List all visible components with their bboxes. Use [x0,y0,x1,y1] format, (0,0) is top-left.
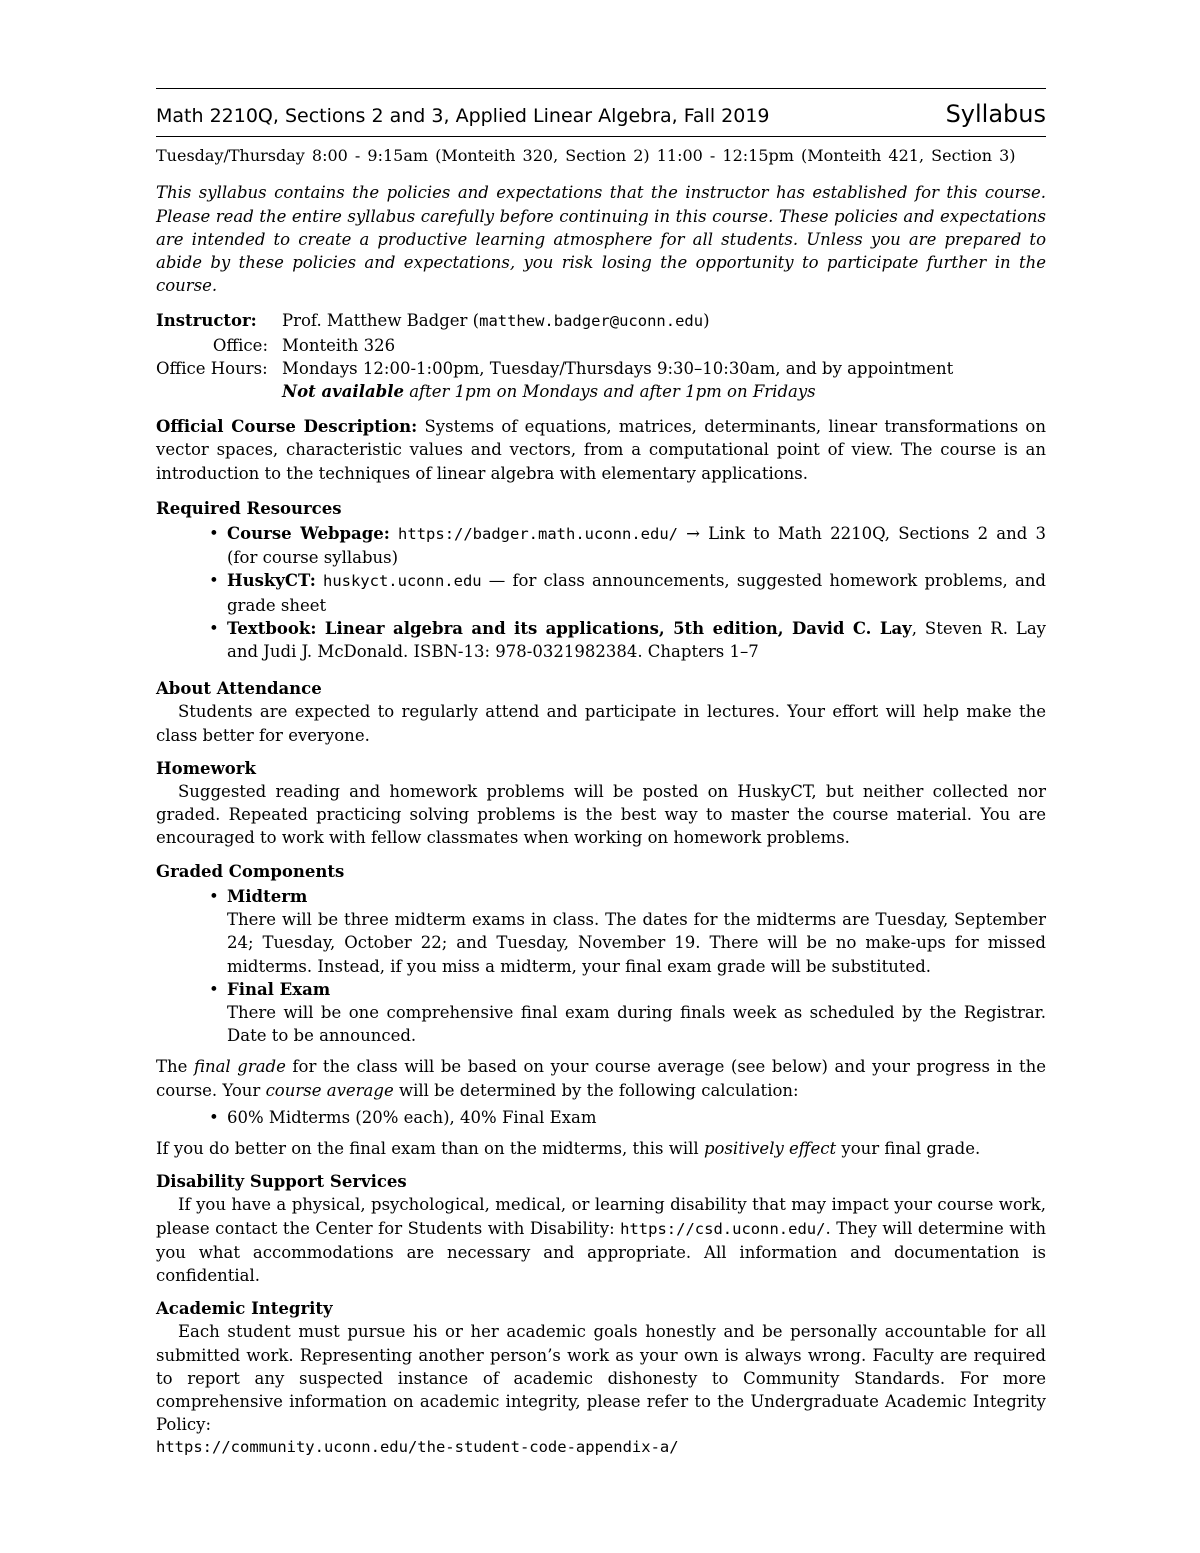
graded-title: Graded Components [156,861,345,881]
instructor-block [156,309,1046,403]
list-item [227,978,1046,1048]
header [156,89,1046,136]
disability-section [156,1170,1046,1287]
instructor-value [282,309,1046,333]
calc-list [156,1106,1046,1129]
integrity-link[interactable]: https://community.uconn.edu/the-student-code-appendix-a/ [156,1438,679,1457]
resources-list [156,522,1046,663]
office-hours-label: Office Hours: [156,358,268,378]
instructor-name: Prof. Matthew Badger ( [282,311,480,331]
midterm-text: There will be three midterm exams in class. The dates for the midterms are Tuesday, September 24; Tuesday, October 22; and Tuesday, November 19. There will be no make-ups for missed midterms. Instead, if you miss a midterm, your final exam grade will be substituted. [227,910,1046,976]
intro-paragraph: This syllabus contains the policies and expectations that the instructor has established for this course. Please read the entire syllabus carefully before continuing in this course. These policies and expectations are intended to create a productive learning atmosphere for all students. Unless you are prepared to abide by these policies and expectations, you risk losing the opportunity to participate further in the course. [156,183,1046,296]
description-label: Official Course Description: [156,417,418,437]
webpage-rest: → Link to Math 2210Q, Sections 2 and 3 (for course syllabus) [227,524,1046,568]
schedule: Tuesday/Thursday 8:00 - 9:15am (Monteith 320, Section 2) 11:00 - 12:15pm (Monteith 421, Section 3) [156,146,1016,166]
office-hours-value: Mondays 12:00-1:00pm, Tuesday/Thursdays 9:30–10:30am, and by appointment [282,358,954,378]
not-available-rest: after 1pm on Mondays and after 1pm on Fridays [403,382,816,402]
list-item [227,617,1046,663]
webpage-label: Course Webpage: [227,524,390,544]
final-text: There will be one comprehensive final exam during finals week as scheduled by the Registrar. Date to be announced. [227,1002,1046,1046]
instructor-name-close: ) [703,311,710,331]
list-item: • 60% Midterms (20% each), 40% Final Exam [227,1106,1046,1129]
attendance-title: About Attendance [156,679,322,699]
homework-text: Suggested reading and homework problems will be posted on HuskyCT, but neither collected nor graded. Repeated practicing solving problems is the best way to master the course material. You are encouraged to work with fellow classmates when working on homework problems. [156,782,1046,848]
huskyct-link[interactable]: huskyct.uconn.edu [322,572,482,591]
textbook-label: Textbook: Linear algebra and its applications, 5th edition, David C. Lay [227,618,912,638]
final-title: • Final Exam [227,979,331,999]
office-label: Office: [212,335,268,355]
course-title: Math 2210Q, Sections 2 and 3, Applied Linear Algebra, Fall 2019 [156,105,770,127]
attendance-text: Students are expected to regularly attend and participate in lectures. Your effort will help make the class better for everyone. [156,702,1046,745]
huskyct-label: HuskyCT: [227,571,316,591]
grade-text-1: The [156,1057,194,1077]
list-item [227,885,1046,978]
better-em: positively effect [703,1138,837,1158]
grade-em-final: final grade [193,1057,286,1077]
homework-section [156,757,1046,850]
better-paragraph [156,1137,1046,1160]
integrity-title: Academic Integrity [156,1299,333,1319]
webpage-link[interactable]: https://badger.math.uconn.edu/ [398,525,678,544]
graded-section [156,860,1046,1160]
instructor-label: Instructor: [156,311,257,331]
textbook-rest: , Steven R. Lay and Judi J. McDonald. ISBN-13: 978-0321982384. Chapters 1–7 [227,618,1046,662]
not-available-bold: Not available [282,382,404,402]
list-item [227,522,1046,569]
disability-title: Disability Support Services [156,1172,407,1192]
instructor-email[interactable]: matthew.badger@uconn.edu [479,312,704,331]
grade-text-2: for the class will be based on your course average (see below) and your progress in the course. Your [156,1057,1046,1100]
integrity-text: Each student must pursue his or her academic goals honestly and be personally accountable for all submitted work. Representing another person’s work as your own is always wrong. Faculty are required to report any suspected instance of academic dishonesty to Community Standards. For more comprehensive information on academic integrity, please refer to the Undergraduate Academic Integrity Policy: [156,1322,1046,1435]
grade-text-3: will be determined by the following calculation: [393,1080,799,1100]
resources-section [156,497,1046,663]
page-content [156,88,1046,1460]
description-text: Systems of equations, matrices, determinants, linear transformations on vector spaces, characteristic values and vectors, from a computational point of view. The course is an introduction to the techniques of linear algebra with elementary applications. [156,417,1046,483]
better-text-1: If you do better on the final exam than on the midterms, this will [156,1138,704,1158]
not-available-note [282,380,1046,403]
midterm-title: • Midterm [227,886,308,906]
disability-text [156,1193,1046,1287]
bottom-rule [156,136,1046,137]
attendance-section [156,677,1046,747]
integrity-section [156,1297,1046,1459]
course-description [156,415,1046,485]
syllabus-label: Syllabus [945,100,1046,128]
disability-text-1: If you have a physical, psychological, medical, or learning disability that may impact your course work, please contact the Center for Students with Disability: [156,1195,1046,1238]
resources-title: Required Resources [156,498,342,518]
office-value: Monteith 326 [282,335,396,355]
homework-title: Homework [156,758,256,778]
disability-text-2: . They will determine with you what accommodations are necessary and appropriate. All information and documentation is confidential. [156,1218,1046,1285]
final-grade-paragraph [156,1055,1046,1101]
disability-link[interactable]: https://csd.uconn.edu/ [620,1219,826,1238]
better-text-2: your final grade. [836,1138,981,1158]
huskyct-rest: — for class announcements, suggested homework problems, and grade sheet [227,571,1046,615]
list-item [227,569,1046,616]
grade-em-average: course average [265,1080,394,1100]
graded-list [156,885,1046,1047]
